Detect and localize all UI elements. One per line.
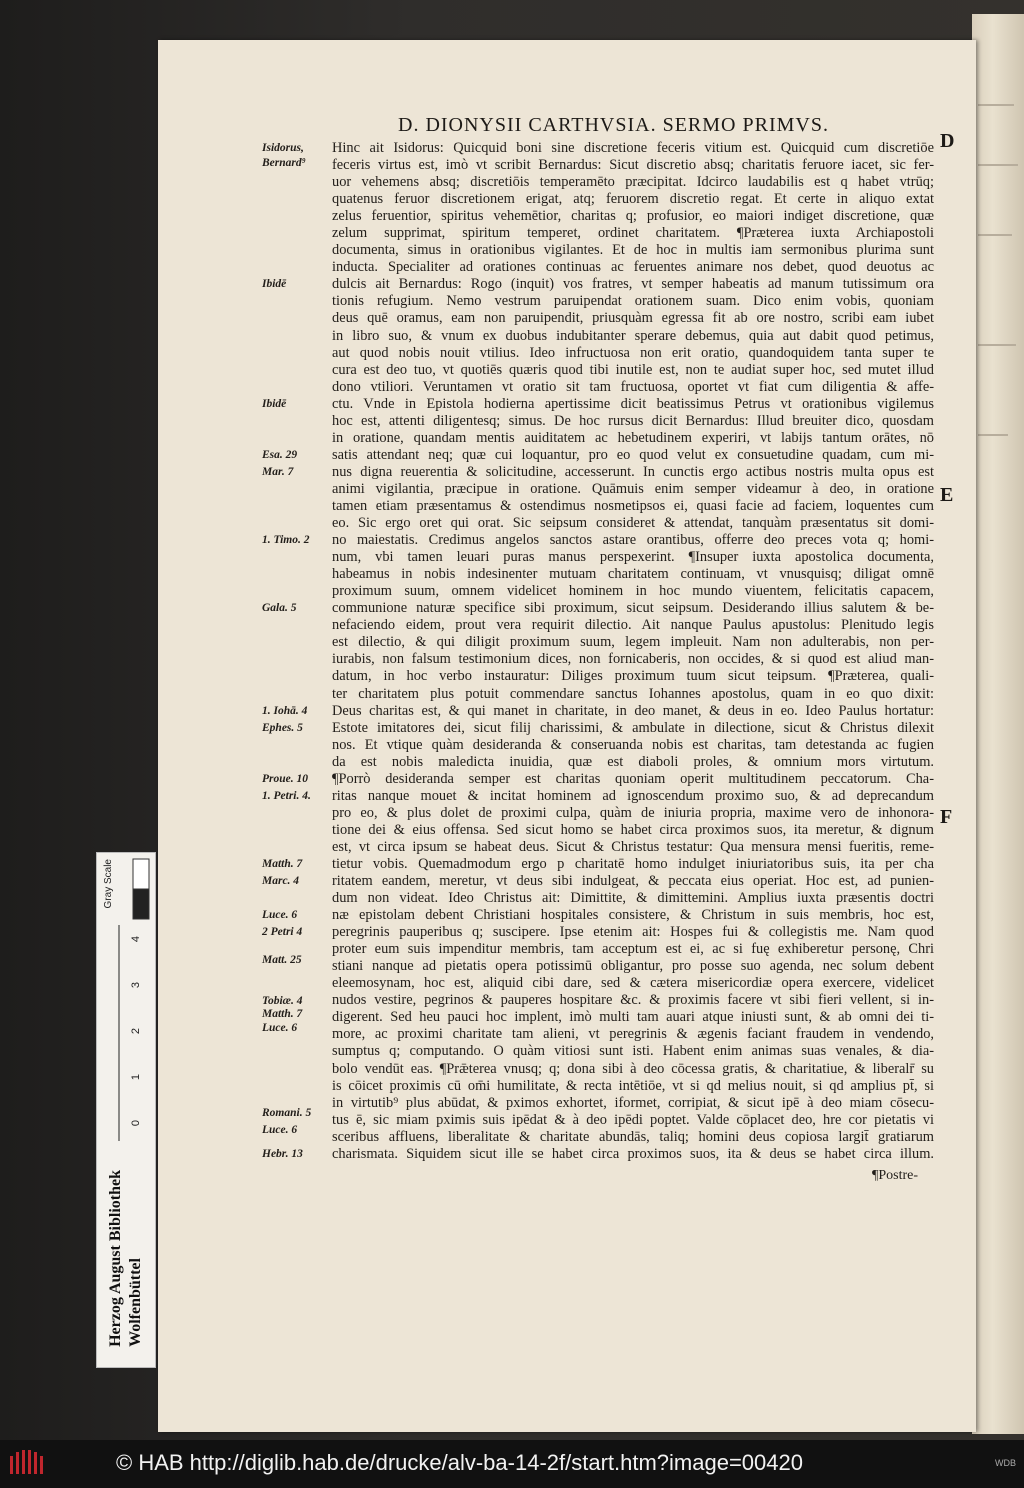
margin-note: Luce. 6 (262, 909, 298, 922)
text-line: satis attendant neq; quæ cui loquantur, pro eo quod velut ex consuetudine quadam, cum mi- (332, 446, 934, 463)
text-line: peregrinis pauperibus q; suscipere. Ipse etenim ait: Hospes fui & collegistis me. Nam quod (332, 924, 934, 941)
gray-patch-black (133, 889, 149, 919)
text-line: in virtutib⁹ plus abūdat, & pximos exhortet, iformet, corripiat, & sicut ipē à deo miam cōsecu- (332, 1094, 934, 1111)
text-line: in oratione, quandam mentis auiditatem ac hebetudinem experiri, vt labijs tantum orātes, nō (332, 429, 934, 446)
text-line: tus ē, sic miam pximis suis ipēdat & à deo ipēdi poptet. Valde cōplacet deo, hre cor pietatis vi (332, 1111, 934, 1128)
margin-note: Isidorus, (262, 142, 304, 154)
text-line: tionis refugium. Nemo vestrum paruipendat orationem suam. Dico enim vobis, quoniam (332, 293, 934, 310)
margin-note: Prouе. 10 (262, 772, 308, 785)
ruler-number: 2 (130, 1027, 143, 1035)
section-letter-d: D (940, 130, 955, 152)
body-text (332, 140, 934, 1163)
text-line: dum non videat. Ideo Christus ait: Dimittite, & dimittemini. Amplius iuxta præsentis doctri (332, 890, 934, 907)
text-line: nudos vestire, pegrinos & pauperes hospitare &c. & proximis facere vt sibi fieri vellent, si in- (332, 992, 934, 1009)
text-line: bolo vendūt eas. ¶Prǣterea vnusq; q; dona sibi à deo cōcessa gratis, & charitatiue, & liberalr̄ su (332, 1060, 934, 1077)
text-line: da est nobis maledicta inuidia, quæ est diaboli proles, & omnium mors virtutum. (332, 753, 934, 770)
catchword: ¶Postre- (872, 1168, 919, 1183)
text-line: eleemosynam, hoc est, aliquid cibi dare, sed & cætera misericordiæ opera exercere, videlicet (332, 975, 934, 992)
margin-note: Gala. 5 (262, 602, 297, 615)
text-line: næ epistolam debent Christiani hospitales consistere, & Christum in suis membris, hoc est, (332, 907, 934, 924)
margin-note: 1. Petri. 4. (262, 789, 311, 802)
text-line: ¶Porrò desideranda semper est charitas quoniam operit multitudinem peccatorum. Cha- (332, 770, 934, 787)
edge-text-line (978, 434, 1008, 436)
text-line: datum, in hoc verbo instauratur: Diliges proximum tuum sicut teipsum. ¶Præterea, quali- (332, 668, 934, 685)
text-line: more, ac proximi charitate tam alieni, vt peregrinis & ægenis faciant fraudem in vendendo, (332, 1026, 934, 1043)
text-line: feceris virtus est, imò vt scribit Bernardus: Sicut discretio absq; charitatis feruore iacet, sic fer- (332, 157, 934, 174)
text-line: ctu. Vnde in Epistola hodierna apertissime dicit beatissimus Petrus vt orationibus vigilemus (332, 395, 934, 412)
text-line: est, vt circa ipsum se habeat deus. Sicut & Christus testatur: Qua mensura mensi fueritis, reme- (332, 838, 934, 855)
text-line: iurabis, non falsum testimonium dices, non fornicaberis, non occides, & si quod est aliud man- (332, 651, 934, 668)
text-line: inducta. Specialiter ad orationes continuas ac feruentes animare nos debet, quod deuotus ac (332, 259, 934, 276)
text-line: ritatem eandem, meretur, vt deus sibi indulgeat, & peccata eius operiat. Hoc est, ad punien- (332, 873, 934, 890)
library-name: Herzog August Bibliothek (107, 1169, 124, 1347)
margin-note: Esa. 29 (262, 448, 298, 461)
text-line: sceribus affluens, liberalitate & charitate abundās, taliq; homini deus copiosa largit̄ gratiarum (332, 1128, 934, 1145)
margin-note: 1. Iohā. 4 (262, 704, 308, 717)
section-letter-e: E (940, 484, 954, 506)
edge-text-line (978, 344, 1016, 346)
margin-note: Hebr. 13 (262, 1147, 303, 1160)
text-line: Hinc ait Isidorus: Quicquid boni sine discretione feceris vitium est. Quicquid cum discretiōe (332, 140, 934, 156)
margin-note: Ibidē (262, 278, 287, 291)
facing-page-edge (972, 14, 1024, 1434)
edge-text-line (978, 104, 1014, 106)
edge-text-line (978, 234, 1012, 236)
library-city: Wolfenbüttel (127, 1257, 144, 1347)
text-line: nefaciendo eidem, prout vera requirit dilectio. Ait nanque Paulus apustolus: Plenitudo legis (332, 617, 934, 634)
section-letter-f: F (940, 806, 953, 828)
text-line: num, vbi tamen leuari puras manus perspexerint. ¶Insuper iuxta apostolica documenta, (332, 549, 934, 566)
text-line: dulcis ait Bernardus: Rogo (inquit) vos fratres, vt semper habeatis ad manum tutissimum ora (332, 276, 934, 293)
text-line: hoc est, attenti diligentesq; simus. De hoc rursus dicit Bernardus: Illud breuiter dico, quosdam (332, 412, 934, 429)
color-ruler (96, 852, 156, 1368)
margin-note: Luce. 6 (262, 1021, 298, 1034)
text-line: is cōicet proximis cū om̄i humilitate, & recta intētiōe, vt si qd melius nouit, si qd amplius pt̄, si (332, 1077, 934, 1094)
margin-note: Tobiæ. 4 (262, 994, 303, 1007)
ruler-number: 1 (130, 1073, 143, 1081)
text-line: nus digna reuerentia & solicitudine, accesserunt. In cunctis ergo actibus nostris multa opus est (332, 463, 934, 480)
ruler-number: 0 (130, 1119, 143, 1127)
margin-note: Marc. 4 (262, 875, 300, 888)
margin-note: Mar. 7 (262, 465, 294, 478)
ruler-number: 4 (130, 935, 143, 943)
text-line: cura est deo tuo, vt quotiēs quæris quod tibi inutile est, non te audiat super hoc, sed mutet illud (332, 361, 934, 378)
text-line: communione naturæ specifice sibi proximum, sicut seipsum. Desiderando illius salutem & be- (332, 600, 934, 617)
text-line: eo. Sic ergo oret qui orat. Sic seipsum consideret & attendat, tanquàm præsentatus sit domi- (332, 515, 934, 532)
text-line: tamen etiam præsentamus & ostendimus nosmetipsos ei, quasi facie ad faciem, loquentes cum (332, 497, 934, 514)
gray-scale-label: Gray Scale (103, 859, 114, 909)
text-line: nos. Et vtique quàm desideranda & conseruanda nobis est charitas, tam detestanda ac fugien (332, 736, 934, 753)
text-line: Estote imitatores dei, sicut filij charissimi, & ambulate in dilectione, sicut & Christus dilexit (332, 719, 934, 736)
margin-note: Romani. 5 (262, 1107, 312, 1120)
text-line: charismata. Siquidem sicut ille se habet circa proximos suos, ita & deus se habet circa illum. (332, 1145, 934, 1162)
copyright-url[interactable]: © HAB http://diglib.hab.de/drucke/alv-ba-14-2f/start.htm?image=00420 (116, 1450, 803, 1475)
text-line: proter eum suis impenditur membris, tam acceptum est ei, ac si fuę exhiberetur personę, Chri (332, 941, 934, 958)
text-line: in libro suo, & vnum ex duobus indubitanter sperare debemus, quia aut dabit quod petimus, (332, 327, 934, 344)
text-line: ter charitatem plus potuit commendare sanctus Iohannes apostolus, quam in eo quo dixit: (332, 685, 934, 702)
text-line: no maiestatis. Credimus angelos sanctos astare orantibus, offerre deo preces vota q; homi- (332, 532, 934, 549)
text-line: deus quē oramus, eam non paruipendit, priusquàm egressa fit ab ore nostro, scribi eam iubet (332, 310, 934, 327)
text-line: tione dei & eius offensa. Sed sicut homo se habet circa proximos suos, ita meretur, & dignum (332, 821, 934, 838)
text-line: est dilectio, & qui diligit proximum suum, legem impleuit. Nam non adulterabis, non per- (332, 634, 934, 651)
text-line: uor vehemens absq; discretiōis temperamēto præcipitat. Idcirco laudabilis est q habet vtrūq; (332, 174, 934, 191)
margin-note: Bernard⁹ (262, 157, 306, 170)
margin-note: Ibidē (262, 397, 287, 410)
text-line: aut quod nobis nouit vtilius. Ideo infructuosa non erit oratio, quandoquidem tanta super te (332, 344, 934, 361)
margin-note: 2 Petri 4 (262, 926, 303, 939)
text-line: ritas nanque mouet & incitat hominem ad ignoscendum proximo suo, & ad deprecandum (332, 787, 934, 804)
footer-mark: WDB (995, 1458, 1016, 1468)
text-line: documenta, simus in orationibus vigilantes. Et de hoc in multis iam sermonibus plurima sunt (332, 242, 934, 259)
page-header: D. DIONYSII CARTHVSIA. SERMO PRIMVS. (398, 114, 829, 136)
ruler-number: 3 (130, 981, 143, 989)
text-line: tietur vobis. Quemadmodum ergo p charitatē homo indulget iniuriatoribus suis, ita per cha (332, 855, 934, 872)
text-line: animi vigilantia, præcipue in oratione. Quāmuis enim semper videamur à deo, in oratione (332, 480, 934, 497)
text-line: stiani nanque ad pietatis opera potissimū obligantur, pro posse suo agenda, nec solum debent (332, 958, 934, 975)
text-line: pro eo, & plus dolet de proximi culpa, quàm de iniuria propria, maxime vero de inhonora- (332, 804, 934, 821)
margin-note: Matth. 7 (262, 1008, 303, 1021)
text-line: dono vtiliori. Veruntamen vt oratio sit tam fructuosa, oportet vt fiat cum diligentia & affe- (332, 378, 934, 395)
library-label (103, 1153, 149, 1363)
margin-note: Luce. 6 (262, 1124, 298, 1137)
gray-patch-white (133, 859, 149, 889)
edge-text-line (978, 164, 1018, 166)
text-line: digerent. Sed heu pauci hoc implent, imò multi tam auari atque iniusti sunt, & ab omni dei ti- (332, 1009, 934, 1026)
text-line: habeamus in nobis indesinenter mutuam charitatem continuam, vt vnusquisq; diligat omnē (332, 566, 934, 583)
text-line: proximum suum, omnem videlicet hominem in hoc mundo viuentem, felicitatis capacem, (332, 583, 934, 600)
margin-note: Matth. 7 (262, 858, 303, 871)
margin-note: Matt. 25 (262, 953, 302, 966)
text-line: quatenus feruor discretionem erigat, atq; feruorem discretio regat. Et certe in aliquo extat (332, 191, 934, 208)
hab-logo-icon (8, 1448, 48, 1480)
text-line: sumptus q; computando. O quàm vitiosi sunt isti. Habent enim animas suas venales, & dia- (332, 1043, 934, 1060)
margin-note: Ephes. 5 (262, 721, 303, 734)
text-line: Deus charitas est, & qui manet in charitate, in deo manet, & deus in eo. Ideo Paulus hortatur: (332, 702, 934, 719)
text-line: zelus feruentior, spiritus vehemētior, charitas q; profusior, eo maiori indiget discretione, quæ (332, 208, 934, 225)
margin-note: 1. Timo. 2 (262, 534, 310, 547)
text-line: zelum supprimat, spiritum temperet, ordinet charitatem. ¶Præterea iuxta Archiapostoli (332, 225, 934, 242)
footer-bar (0, 1440, 1024, 1488)
